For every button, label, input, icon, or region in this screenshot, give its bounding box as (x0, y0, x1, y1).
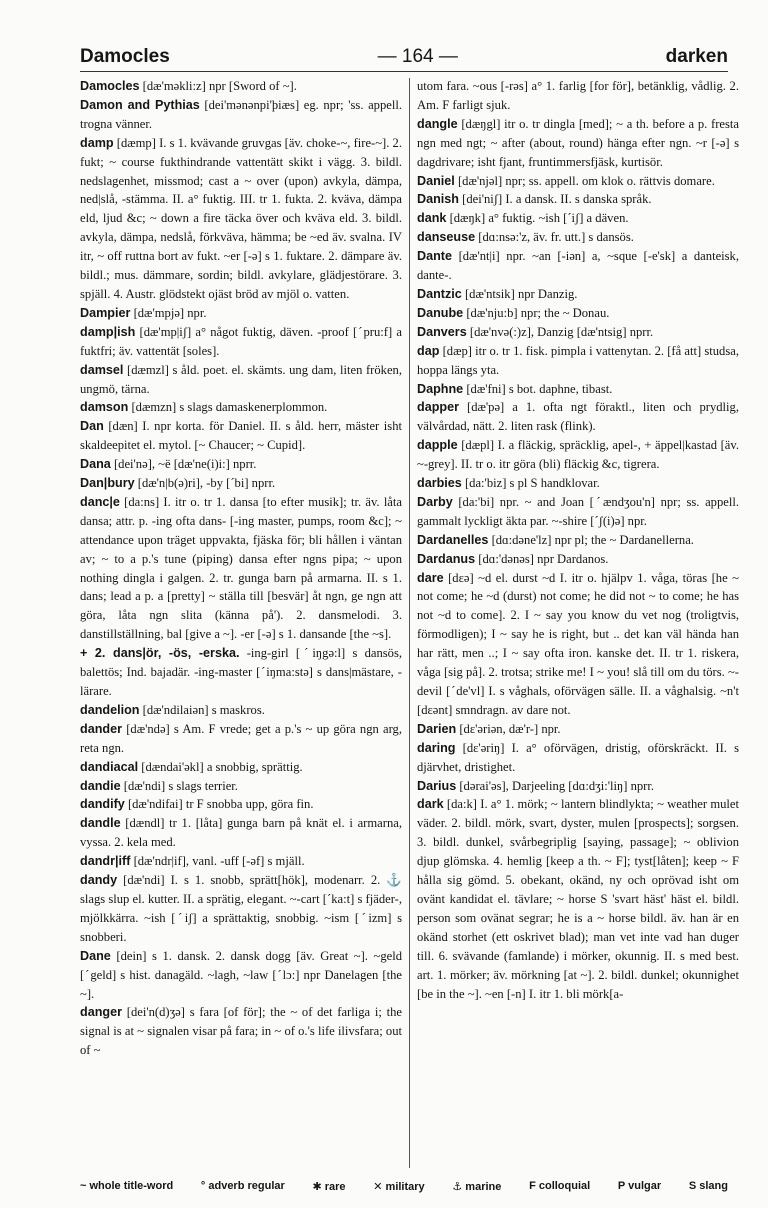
entry-definition: [dæ'ndi] I. s 1. snobb, sprätt[hök], modenarr. 2. ⚓ slags slup el. kutter. II. a sprätig, elegant. ~-cart [ˊka:t] s fjäder-, mjölkkärra. ~ish [ˊiʃ] a sprättaktig, snobbig. ~ism [ˊizm] s snobberi. (80, 873, 402, 944)
entry-headword: Dan (80, 419, 104, 434)
entry-definition: [dæpl] I. a fläckig, spräcklig, apel-, + äppel|kastad [äv. ~-grey]. II. tr o. itr göra (bli) fläckig &c, tigrera. (417, 438, 739, 472)
dictionary-entry (80, 493, 402, 644)
dictionary-entry (80, 1003, 402, 1060)
entry-definition: [dæŋk] a° fuktig. ~ish [ˊiʃ] a däven. (449, 211, 629, 226)
entry-headword: dapper (417, 400, 459, 415)
dictionary-entry (417, 398, 739, 436)
entry-definition: [dɛ'əriən, dæ'r-] npr. (459, 721, 561, 736)
dictionary-entry (80, 323, 402, 361)
dictionary-entry (80, 852, 402, 871)
dictionary-entry (417, 209, 739, 228)
dictionary-entry (417, 777, 739, 796)
entry-definition: [dæmzl] s åld. poet. el. skämts. ung dam, liten fröken, ungmö, tärna. (80, 362, 402, 396)
dictionary-entry (417, 380, 739, 399)
entry-definition: [dei'mənənpi'þiæs] eg. npr; 'ss. appell. trogna vänner. (80, 97, 402, 131)
entry-headword: dandie (80, 778, 121, 793)
entry-definition: [dɑ:'dənəs] npr Dardanos. (478, 551, 609, 566)
entry-headword: dark (417, 797, 444, 812)
entry-definition: [dei'niʃ] I. a dansk. II. s danska språk. (462, 192, 652, 207)
header-right-word: darken (665, 46, 728, 67)
dictionary-entry (417, 436, 739, 474)
dictionary-entry (80, 777, 402, 796)
entry-definition: [dərai'əs], Darjeeling [dɑ:dʒi:'liŋ] nprr. (459, 778, 655, 793)
dictionary-entry (417, 247, 739, 285)
dictionary-entry (417, 720, 739, 739)
entry-headword: dander (80, 721, 122, 736)
dictionary-entry (417, 493, 739, 531)
entry-definition: [dæ'ndilaiən] s maskros. (142, 702, 265, 717)
entry-definition: [dæ'məkli:z] npr [Sword of ~]. (142, 79, 297, 93)
entry-definition: [da:'biz] s pl S handklovar. (464, 476, 600, 491)
entry-definition: [dæŋgl] itr o. tr dingla [med]; ~ a th. before a p. fresta ngn med ngt; ~ after (about, round) hänga efter ngn. ~r [-ə] s dagdrivare; isht fjant, fruntimmersfjäsk, kurtisör. (417, 116, 739, 169)
dictionary-entry (417, 115, 739, 172)
dictionary-entry (80, 814, 402, 852)
dictionary-entry (80, 361, 402, 399)
entry-definition: [dein] s 1. dansk. 2. dansk dogg [äv. Great ~]. ~geld [ˊgeld] s hist. danagäld. ~lagh, ~law [ˊlɔ:] npr Danelagen [the ~]. (80, 948, 402, 1001)
entry-headword: Darby (417, 494, 453, 509)
entry-headword: dapple (417, 438, 458, 453)
legend-item: ⚓ marine (452, 1181, 502, 1193)
entry-headword: Danube (417, 305, 464, 320)
entry-definition: [dæp] itr o. tr 1. fisk. pimpla i vattenytan. 2. [få att] studsa, hoppa längs yta. (417, 343, 739, 377)
entry-headword: dandify (80, 797, 125, 812)
dictionary-entry (80, 701, 402, 720)
dictionary-entry (417, 285, 739, 304)
entry-definition: [dændl] tr 1. [låta] gunga barn på knät el. i armarna, vyssa. 2. kela med. (80, 816, 402, 850)
entry-headword: Dana (80, 457, 111, 472)
entry-definition: [dɛ'əriŋ] I. a° oförvägen, dristig, oförskräckt. II. s djärvhet, dristighet. (417, 740, 739, 774)
dictionary-entry (417, 795, 739, 1003)
entry-definition: [dæ'mpjə] npr. (133, 305, 207, 320)
entry-headword: darbies (417, 476, 462, 491)
entry-definition: [dæ'n|b(ə)ri], -by [ˊbi] nprr. (137, 476, 276, 491)
entry-definition: [dæ'njəl] npr; ss. appell. om klok o. rättvis domare. (457, 173, 715, 188)
entry-definition: [dæmp] I. s 1. kvävande gruvgas [äv. choke-~, fire-~]. 2. fukt; ~ course fukthindrande vattentätt skikt i vägg. 3. bildl. nedslagenhet, missmod; cast a ~ over (upon) avkyla, dämpa, ned|slå, -stämma. II. a° fuktig. III. tr 1. fukta. 2. kväva, dämpa eld, ljud &c; ~ down a fire täcka över och kväva eld. 3. bildl. avkyla, dämpa, nedslå, förkväva, hämma; be ~ed äv. svalna. IV itr, ~ off ruttna bort av fukt. ~er [-ə] s 1. fuktare. 2. dämpare äv. bildl.; mus. dämmare, sordin; bildl. avkylare, glädjestörare. 3. spjäll. 4. Austr. glödstekt ojäst bröd av mjöl o. vatten. (80, 135, 402, 301)
entry-headword: danc|e (80, 494, 120, 509)
entry-definition: [dæ'nvə(:)z], Danzig [dæ'ntsig] nprr. (469, 324, 654, 339)
entry-definition: utom fara. ~ous [-rəs] a° 1. farlig [for för], betänklig, vådlig. 2. Am. F farligt sjuk. (417, 79, 739, 112)
entry-headword: daring (417, 740, 456, 755)
dictionary-entry (80, 304, 402, 323)
page-header (80, 46, 728, 68)
entry-headword: Damocles (80, 79, 140, 93)
dictionary-entry (80, 795, 402, 814)
entry-definition: [dæ'pə] a 1. ofta ngt föraktl., liten och prydlig, välvårdad, nätt. 2. liten rask (flink). (417, 400, 739, 434)
dictionary-entry (417, 77, 739, 115)
entry-headword: Darien (417, 721, 457, 736)
entry-definition: [da:ns] I. itr o. tr 1. dansa [to efter musik]; tr. äv. låta dansa; attr. p. -ing ofta dans- [-ing master, pumps, room &c]; ~ attendance upon träget uppvakta, fjäska för; bli hållen i väntan av; ~ to a p.'s tune (piping) dansa efter ngns pipa; ~ upon nothing dingla i galgen. 2. tr. gunga barn på armarna. II. s 1. dans; lead a p. a [pretty] ~ ställa till [besvär] åt ngn, ge ngn att göra, låta ngn slita (känna på'). 2. dansmelodi. 3. danstillställning, bal [give a ~]. -er [-ə] s 1. dansande [the ~s]. (80, 494, 402, 642)
legend-item: F colloquial (529, 1180, 591, 1192)
entry-headword: dandle (80, 816, 121, 831)
entry-headword: Darius (417, 778, 457, 793)
dictionary-entry (80, 96, 402, 134)
entry-headword: Danvers (417, 324, 467, 339)
dictionary-entry (80, 947, 402, 1004)
dictionary-entry (80, 77, 402, 96)
entry-headword: Dan|bury (80, 476, 135, 491)
entry-definition: [dæ'nt|i] npr. ~an [-iən] a, ~sque [-e'sk] a danteisk, dante-. (417, 249, 739, 283)
entry-headword: Danish (417, 192, 459, 207)
dictionary-entry (80, 455, 402, 474)
entry-headword: Dardanelles (417, 532, 489, 547)
entry-headword: dandy (80, 873, 118, 888)
entry-definition: [dei'n(d)ʒə] s fara [of för]; the ~ of det farliga i; the signal is at ~ signalen visar på fara; in ~ of o.'s life ilivsfara; out of ~ (80, 1005, 402, 1058)
entry-headword: Dantzic (417, 286, 462, 301)
legend-item: ~ whole title-word (80, 1180, 174, 1192)
entry-headword: damp|ish (80, 324, 136, 339)
right-column (417, 77, 739, 1167)
entry-headword: Dane (80, 948, 111, 963)
entry-headword: Damon and Pythias (80, 97, 200, 112)
entry-definition: [dæ'ntsik] npr Danzig. (464, 286, 578, 301)
legend-item: ° adverb regular (200, 1180, 285, 1192)
entry-headword: danseuse (417, 230, 476, 245)
page-number: — 164 — (377, 46, 458, 67)
entry-definition: [dæn] I. npr korta. för Daniel. II. s åld. herr, mäster isht skaldeepitet el. mytol. [~ Chaucer; ~ Cupid]. (80, 419, 402, 453)
legend-item: P vulgar (617, 1180, 662, 1192)
entry-headword: Dampier (80, 305, 131, 320)
entry-definition: [dɛə] ~d el. durst ~d I. itr o. hjälpv 1. våga, töras [he ~ not come; he ~d (durst) not come; he did not ~ to come; he has not ~d to come]. 2. I ~ say you know du vet nog (troligtvis, förmodligen); I ~ say he is right, but .. det kan väl hända han har rätt, men ..; I ~ say ofta iron. kanske det. II. tr 1. riskera, våga [sig på]. 2. trotsa; strike me! I ~ you! slå till om du törs. ~-devil [ˊde'vl] I. s våghals, oförvägen sälle. II. a våghalsig. ~n't [dɛənt] smndragn. av dare not. (417, 570, 739, 717)
dictionary-entry (417, 739, 739, 777)
entry-headword: dap (417, 343, 440, 358)
dictionary-entry (80, 134, 402, 304)
dictionary-entry (417, 228, 739, 247)
entry-headword: damson (80, 400, 129, 415)
dictionary-entry (417, 304, 739, 323)
dictionary-entry (417, 550, 739, 569)
entry-definition: -ing-girl [ˊiŋgə:l] s dansös, balettös; Ind. bajadär. -ing-master [ˊiŋma:stə] s dans|mästare, -lärare. (80, 646, 402, 698)
dictionary-entry (80, 474, 402, 493)
legend-item: ✱ rare (312, 1181, 346, 1193)
entry-headword: Dante (417, 249, 452, 264)
column-divider (409, 78, 410, 1168)
entry-headword: damsel (80, 362, 124, 377)
dictionary-entry (417, 342, 739, 380)
header-rule (80, 71, 728, 72)
entry-headword: Daphne (417, 381, 464, 396)
entry-definition: [dæ'nju:b] npr; the ~ Donau. (466, 305, 610, 320)
entry-headword: damp (80, 135, 114, 150)
entry-definition: [dæ'ndə] s Am. F vrede; get a p.'s ~ up göra ngn arg, reta ngn. (80, 721, 402, 755)
entry-definition: [dɑ:dəne'lz] npr pl; the ~ Dardanellerna. (491, 532, 694, 547)
dictionary-entry (80, 871, 402, 947)
entry-definition: [dei'nə], ~ë [dæ'ne(i)i:] nprr. (113, 457, 257, 472)
dictionary-entry (417, 190, 739, 209)
entry-definition: [dæ'fni] s bot. daphne, tibast. (466, 381, 613, 396)
entry-headword: dandiacal (80, 759, 139, 774)
dictionary-entry (80, 720, 402, 758)
entry-definition: [da:k] I. a° 1. mörk; ~ lantern blindlykta; ~ weather mulet väder. 2. bildl. mörk, svart, dyster, mulen [prospects]; sorgsen. 3. bildl. dunkel, svårbegriplig [saying, passage]; ~ oblivion djup glömska. 4. hemlig [keep a th. ~ F]; tyst[låten]; keep ~ F hålla sig gömd. 5. obekant, okänd, ny och oprövad isht om ovänt kandidat el. tävlare; ~ horse S 'svart häst' häst el. bildl. person som ovänat segrar; he is a ~ horse bildl. äv. han är en okänd storhet (ett oskrivet blad); man vet inte vad han duger till. 6. svävande (famlande) i mörker, okunnig. II. s med best. art. 1. mörker; äv. mörkning [at ~]. 2. bildl. dunkel; okunnighet [be in the ~]. ~en [-n] I. itr 1. bli mörk[a- (417, 797, 739, 1001)
entry-headword: dare (417, 570, 444, 585)
entry-headword: dandelion (80, 702, 140, 717)
entry-definition: [dæ'ndi] s slags terrier. (123, 778, 238, 793)
dictionary-entry (80, 398, 402, 417)
entry-definition: [dæ'ndr|if], vanl. -uff [-əf] s mjäll. (133, 854, 305, 869)
entry-headword: dangle (417, 116, 458, 131)
entry-headword: + 2. dans|ör, -ös, -erska. (80, 646, 240, 661)
header-left-word: Damocles (80, 46, 170, 67)
legend-item: ✕ military (373, 1181, 425, 1193)
entry-headword: danger (80, 1005, 122, 1020)
dictionary-entry (80, 644, 402, 701)
entry-definition: [dɑ:nsə:'z, äv. fr. utt.] s dansös. (478, 230, 634, 245)
entry-definition: [da:'bi] npr. ~ and Joan [ˊændʒou'n] npr; ss. appell. gammalt lyckligt äkta par. ~-shire [ˊʃ(i)ə] npr. (417, 494, 739, 528)
dictionary-entry (417, 569, 739, 720)
entry-headword: dandr|iff (80, 854, 131, 869)
entry-definition: [dæ'mp|iʃ] a° något fuktig, däven. -proof [ˊpru:f] a fuktfri; äv. vattentät [soles]. (80, 324, 402, 358)
legend-item: S slang (688, 1180, 728, 1192)
dictionary-entry (417, 531, 739, 550)
entry-headword: dank (417, 211, 447, 226)
dictionary-entry (417, 474, 739, 493)
entry-definition: [dæmzn] s slags damaskenerplommon. (131, 400, 328, 415)
entry-definition: [dæ'ndifai] tr F snobba upp, göra fin. (127, 797, 314, 812)
dictionary-entry (80, 417, 402, 455)
abbreviation-legend (80, 1180, 728, 1193)
dictionary-entry (417, 323, 739, 342)
entry-definition: [dændai'əkl] a snobbig, sprättig. (141, 759, 303, 774)
dictionary-entry (417, 172, 739, 191)
left-column (80, 77, 402, 1167)
entry-headword: Daniel (417, 173, 455, 188)
dictionary-entry (80, 758, 402, 777)
entry-headword: Dardanus (417, 551, 476, 566)
